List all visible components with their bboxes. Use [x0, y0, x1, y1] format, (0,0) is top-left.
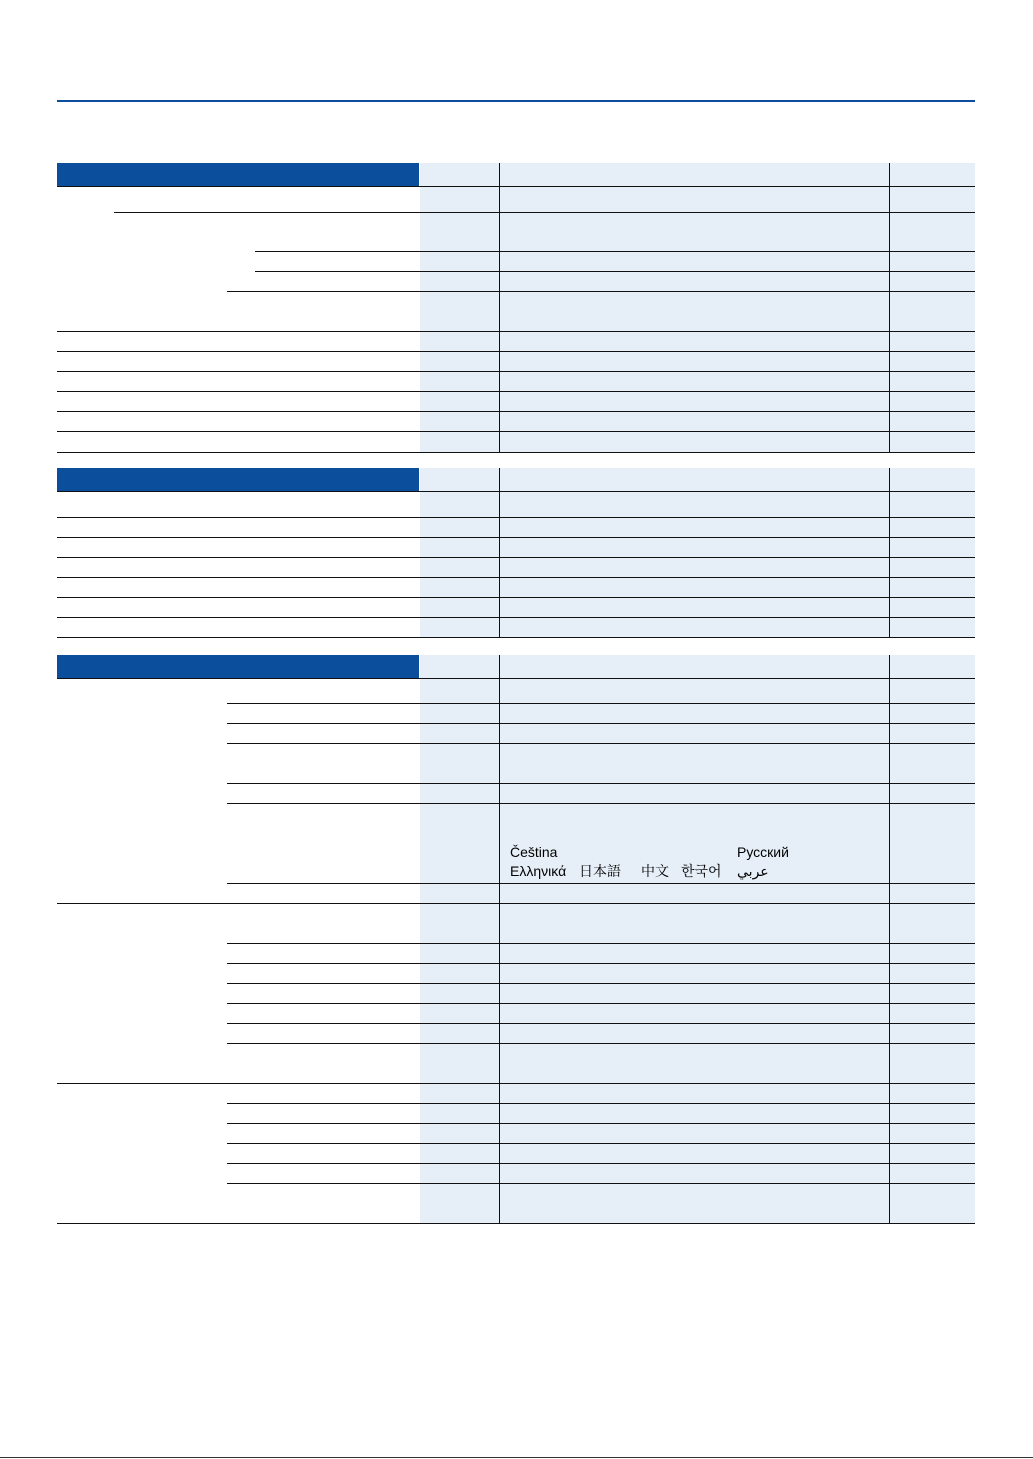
row-divider [57, 391, 975, 392]
row-divider [57, 371, 975, 372]
row-divider [227, 1043, 975, 1044]
settings-table-3 [57, 655, 975, 1224]
section-header-bar [57, 163, 419, 186]
row-divider [57, 637, 975, 638]
row-divider [57, 597, 975, 598]
row-divider [57, 411, 975, 412]
row-divider [57, 617, 975, 618]
row-divider [57, 517, 975, 518]
row-divider [227, 983, 975, 984]
row-divider [57, 577, 975, 578]
row-divider [57, 1223, 975, 1224]
row-divider [227, 1103, 975, 1104]
row-divider [227, 723, 975, 724]
row-divider [57, 537, 975, 538]
row-divider [255, 251, 975, 252]
language-option-chinese: 中文 [641, 863, 669, 879]
row-divider [227, 1003, 975, 1004]
row-divider [227, 703, 975, 704]
section-header-bar [57, 468, 419, 491]
settings-table-1 [57, 163, 975, 453]
row-divider [227, 1183, 975, 1184]
row-divider [227, 1023, 975, 1024]
row-divider [57, 331, 975, 332]
row-divider [227, 963, 975, 964]
language-option-arabic: عربي [737, 863, 769, 879]
row-divider [227, 803, 975, 804]
row-divider [57, 678, 975, 679]
row-divider [57, 431, 975, 432]
section-header-bar [57, 655, 419, 678]
row-divider [57, 186, 975, 187]
settings-table-2 [57, 468, 975, 638]
row-divider [57, 1083, 975, 1084]
row-divider [227, 1163, 975, 1164]
top-rule [57, 100, 975, 102]
row-divider [227, 883, 975, 884]
row-divider [227, 783, 975, 784]
language-option-russian: Русский [737, 844, 789, 860]
row-divider [57, 903, 975, 904]
row-divider [255, 271, 975, 272]
row-divider [57, 557, 975, 558]
row-divider [227, 1123, 975, 1124]
language-option-greek: Ελληνικά [510, 863, 567, 879]
row-divider [57, 452, 975, 453]
row-divider [57, 351, 975, 352]
bottom-rule [0, 1457, 1033, 1458]
language-option-japanese: 日本語 [579, 863, 621, 879]
row-divider [57, 491, 975, 492]
row-divider [227, 943, 975, 944]
row-divider [227, 743, 975, 744]
row-divider [114, 212, 975, 213]
row-divider [227, 291, 975, 292]
language-option-korean: 한국어 [681, 863, 722, 879]
row-divider [227, 1143, 975, 1144]
language-option-czech: Čeština [510, 844, 558, 860]
